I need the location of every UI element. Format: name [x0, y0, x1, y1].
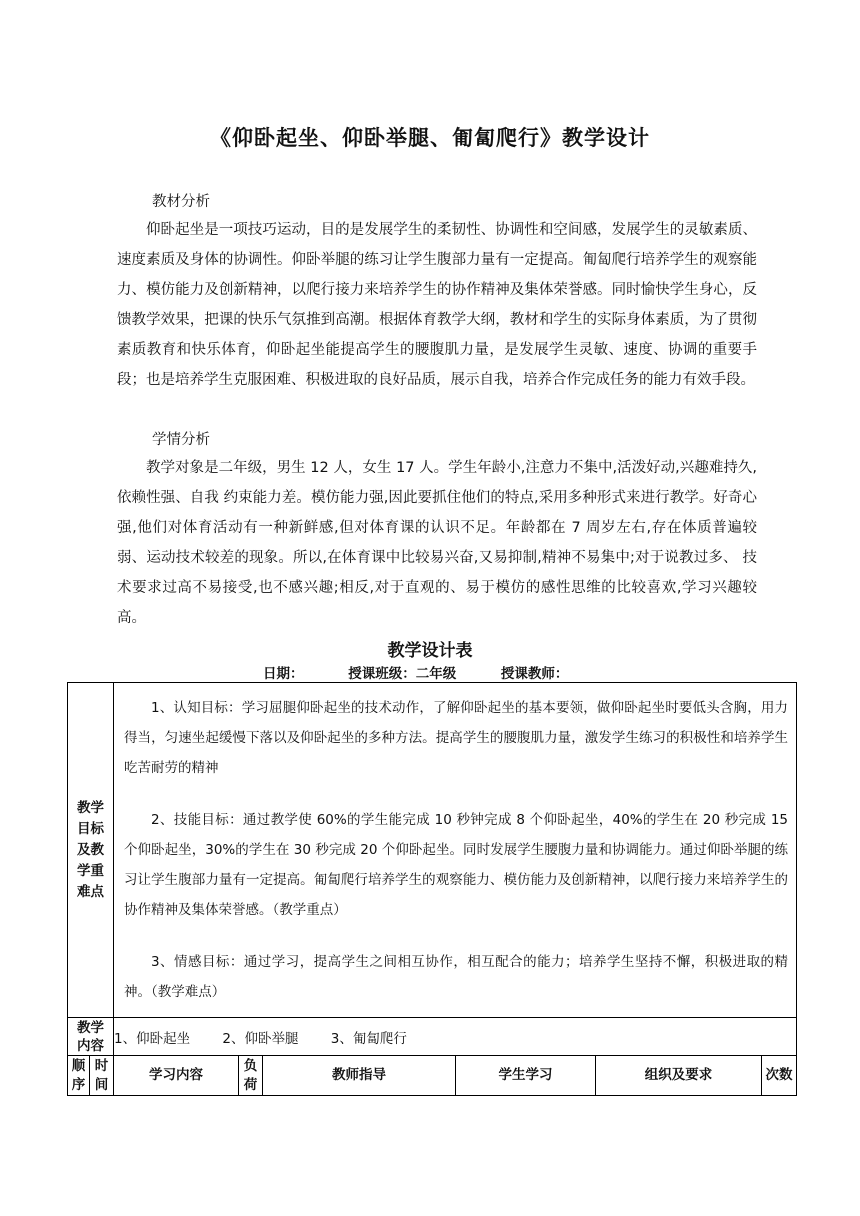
content-item: 3、匍匐爬行	[330, 1030, 407, 1047]
material-analysis	[117, 215, 757, 395]
header-order: 顺序	[68, 1056, 90, 1096]
content-row	[68, 1018, 797, 1056]
header-teacher-guide: 教师指导	[263, 1056, 456, 1096]
table-title: 教学设计表	[387, 641, 473, 661]
header-row	[68, 1056, 797, 1096]
content-label-cell	[68, 1018, 114, 1056]
student-analysis	[117, 453, 757, 633]
goals-label: 教学目标及教学重难点	[77, 799, 104, 900]
teacher-label: 授课教师：	[500, 666, 569, 682]
goals-cell	[114, 683, 797, 1018]
page-title: 《仰卧起坐、仰卧举腿、匍匐爬行》教学设计	[210, 126, 650, 150]
header-student-learning: 学生学习	[456, 1056, 596, 1096]
material-heading: 教材分析	[152, 194, 210, 210]
material-paragraph: 仰卧起坐是一项技巧运动，目的是发展学生的柔韧性、协调性和空间感，发展学生的灵敏素质、速度素质及身体的协调性。仰卧举腿的练习让学生腹部力量有一定提高。匍匐爬行培养学生的观察能力、模仿能力及创新精神，以爬行接力来培养学生的协作精神及集体荣誉感。同时愉快学生身心，反馈教学效果，把课的快乐气氛推到高潮。根据体育教学大纲，教材和学生的实际身体素质，为了贯彻素质教育和快乐体育，仰卧起坐能提高学生的腰腹肌力量，是发展学生灵敏、速度、协调的重要手段；也是培养学生克服困难、积极进取的良好品质，展示自我，培养合作完成任务的能力有效手段。	[117, 222, 757, 388]
goal-affective: 3、情感目标：通过学习，提高学生之间相互协作，相互配合的能力；培养学生坚持不懈，积极进取的精神。（教学难点）	[124, 954, 789, 1000]
goals-label-cell	[68, 683, 114, 1018]
goal-cognitive: 1、认知目标：学习屈腿仰卧起坐的技术动作，了解仰卧起坐的基本要领，做仰卧起坐时要低头含胸，用力得当，匀速坐起缓慢下落以及仰卧起坐的多种方法。提高学生的腰腹肌力量，激发学生练习的积极性和培养学生吃苦耐劳的精神	[124, 700, 789, 776]
header-count: 次数	[762, 1056, 797, 1096]
content-label: 教学内容	[77, 1019, 104, 1054]
goal-skill: 2、技能目标：通过教学使 60%的学生能完成 10 秒钟完成 8 个仰卧起坐，40%的学生在 20 秒完成 15 个仰卧起坐，30%的学生在 30 秒完成 20 个仰卧起坐。同时发展学生腰腹力量和协调能力。通过仰卧举腿的练习让学生腹部力量有一定提高。匍匐爬行培养学生的观察能力、模仿能力及创新精神，以爬行接力来培养学生的协作精神及集体荣誉感。（教学重点）	[124, 812, 789, 918]
header-organization: 组织及要求	[596, 1056, 762, 1096]
content-item: 1、仰卧起坐	[114, 1030, 191, 1047]
header-learning-content: 学习内容	[114, 1056, 239, 1096]
content-item: 2、仰卧举腿	[222, 1030, 299, 1047]
date-label: 日期：	[263, 666, 304, 682]
goals-row	[68, 683, 797, 1018]
student-paragraph: 教学对象是二年级，男生 12 人，女生 17 人。学生年龄小,注意力不集中,活泼好动,兴趣难持久,依赖性强、自我 约束能力差。模仿能力强,因此要抓住他们的特点,采用多种形式来进行教学。好奇心强,他们对体育活动有一种新鲜感,但对体育课的认识不足。年龄都在 7 周岁左右,存在体质普遍较弱、运动技术较差的现象。所以,在体育课中比较易兴奋,又易抑制,精神不易集中;对于说教过多、 技术要求过高不易接受,也不感兴趣;相反,对于直观的、易于模仿的感性思维的比较喜欢,学习兴趣较高。	[117, 460, 757, 626]
class-label: 授课班级：二年级	[348, 666, 457, 682]
table-meta	[263, 662, 608, 682]
header-time: 时间	[90, 1056, 114, 1096]
content-cell	[114, 1018, 797, 1056]
design-table	[67, 682, 797, 1096]
student-heading: 学情分析	[152, 432, 210, 448]
header-load: 负荷	[239, 1056, 263, 1096]
